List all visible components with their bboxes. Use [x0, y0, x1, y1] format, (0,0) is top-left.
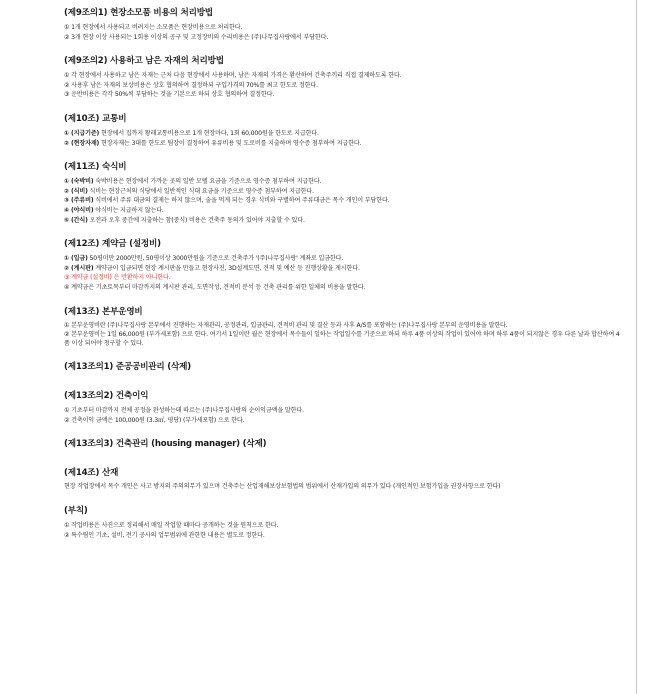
clause-line: ① 각 현장에서 사용하고 남은 자재는 근처 다음 현장에서 사용하며, 남은 자재의 가격은 환산하여 건축주끼리 직접 결제하도록 한다.	[64, 72, 402, 80]
clause-line: ② 건축이익 금액은 100,000원 (3.3㎡, 평당) (부가세포함) 으로 한다.	[64, 416, 245, 424]
article-heading: (제14조) 산재	[64, 468, 119, 479]
clause-line: ② 특수팀인 기초, 설비, 전기 공사의 업무범위에 관한한 내용은 별도로 정한다.	[64, 531, 265, 539]
clause-text: 야식비는 지급하지 않는다.	[93, 206, 164, 214]
article-heading: (제13조의1) 준공공비관리 (삭제)	[64, 362, 191, 373]
clause-text: 현장 작업장에서 목수 개인은 사고 방지의 주의의무가 있으며 건축주는 산업재해보상보험법의 범위에서 산재가입의 의무가 있다 (개인적인 보험가입을 권장사항으로 한다)	[64, 483, 501, 491]
article-section	[64, 506, 625, 540]
clause-text: 식비에서 주류 대금의 결제는 하지 않으며, 술을 먹게 되는 경우 식비와 구별하여 주류대금은 목수 개인이 부담한다.	[93, 197, 390, 205]
article-section	[64, 56, 625, 100]
article-section	[64, 439, 625, 450]
article-heading: (제13조의2) 건축이익	[64, 391, 149, 402]
clause-line: ③ 운반비용은 각각 50%씩 부담하는 것을 기본으로 하되 상호 협의하여 결정한다.	[64, 91, 275, 99]
clause-label: ② (계시판)	[64, 264, 94, 272]
clause-text: ① 본부운영비란 (주)나무집사랑 본부에서 진행하는 자재관리, 공정관리, 입금관리, 견적비 관리 및 결산 등과 사후 A/S를 포함하는 (주)나무집사랑 본부의 운영비용을 말한다.	[64, 321, 508, 329]
clause-text: 오전과 오후 중간에 지출하는 참(중식) 비용은 건축주 동의가 있어야 지출할 수 있다.	[87, 216, 305, 224]
clause-line: ② 사용후 남은 자재의 보상비용은 상호 협의하여 결정하되 구입가격의 70%를 최고 한도로 정한다.	[64, 81, 318, 89]
clause-text: 계약금이 입금되면 현장 계시판을 만들고 현장사진, 3D설계도면, 견적 및 예산 등 진행상황을 게시한다.	[93, 264, 360, 272]
clause-line	[64, 129, 625, 139]
article-heading: (제12조) 계약금 (설정비)	[64, 239, 161, 250]
clause-line: ② 3개 현장 이상 사용되는 1회용 이상의 공구 및 고정장비의 수리비용은 (주)나무집사랑에서 부담한다.	[64, 33, 329, 41]
article-section	[64, 162, 625, 225]
clause-line	[64, 139, 625, 149]
clause-line: ① 1개 현장에서 사용되고 버려지는 소모품은 현장비용으로 처리한다.	[64, 24, 243, 31]
clause-text: 현장에서 집까지 왕래교통비용으로 1개 현장마다, 1회 60,000원을 한도로 지급한다.	[99, 129, 319, 137]
page-edge	[636, 0, 637, 694]
article-section	[64, 468, 625, 492]
clause-line	[64, 264, 625, 274]
clause-line	[64, 254, 625, 264]
document-body	[64, 8, 625, 540]
clause-label: ④ (야식비)	[64, 206, 94, 214]
article-heading: (부칙)	[64, 506, 88, 517]
clause-label: ① (숙박비)	[64, 178, 94, 186]
clause-label: ② (식비)	[64, 187, 88, 195]
clause-line	[64, 283, 625, 293]
clause-line: ① 작업비용은 사진으로 정리해서 매일 작업할 때마다 공개하는 것을 원칙으로 한다.	[64, 522, 279, 530]
clause-line	[64, 273, 625, 283]
article-heading: (제11조) 숙식비	[64, 162, 127, 173]
clause-text: ④ 계약금은 기초토목부터 마감까지의 계시판 관리, 도면작성, 견적비 분석 등 건축 관리를 위한 일체의 비용을 말한다.	[64, 283, 366, 291]
clause-label: ③ (주류비)	[64, 197, 94, 205]
clause-line	[64, 216, 625, 226]
article-section	[64, 8, 625, 42]
clause-label: ⑤ (간식)	[64, 216, 88, 224]
article-heading: (제13조의3) 건축관리 (housing manager) (삭제)	[64, 439, 267, 450]
clause-text: 숙박비용은 현장에서 가까운 곳의 일반 모텔 요금을 기준으로 영수증 첨부하여 지급한다.	[93, 178, 322, 186]
article-section	[64, 307, 625, 349]
article-section	[64, 391, 625, 425]
clause-text: 50평미만 2000만원, 50평이상 3000만원을 기준으로 건축주가 '(주)나무집사랑' 계좌로 입금한다.	[87, 255, 344, 263]
clause-text: 식비는 현장근처의 식당에서 일반적인 식대 요금을 기준으로 영수증 첨부하여 지급한다.	[87, 187, 314, 195]
clause-text: 현장자재는 3대를 한도로 팀장이 결정하여 유류비용 및 도로비를 지출하며 영수증 첨부하여 지급한다.	[99, 139, 362, 147]
clause-line	[64, 196, 625, 206]
clause-label: ① (지급기준)	[64, 129, 100, 137]
clause-line	[64, 206, 625, 216]
article-section	[64, 362, 625, 373]
clause-line: ① 기초부터 마감까지 전체 공정을 완성하는데 따르는 (주)나무집사랑의 순이익금액을 말한다.	[64, 407, 304, 415]
clause-label: ① (입금)	[64, 255, 88, 263]
clause-line	[64, 177, 625, 187]
clause-line	[64, 322, 625, 331]
clause-line	[64, 187, 625, 197]
article-heading: (제13조) 본부운영비	[64, 306, 143, 317]
article-section	[64, 114, 625, 148]
article-heading: (제9조의1) 현장소모품 비용의 처리방법	[64, 8, 213, 18]
article-heading: (제9조의2) 사용하고 남은 자재의 처리방법	[64, 56, 224, 67]
clause-line	[64, 331, 625, 348]
clause-text: ③ 계약금 (설정비) 은 반환하지 아니한다.	[64, 274, 171, 282]
article-section	[64, 239, 625, 292]
clause-label: ② (현장자재)	[64, 139, 100, 147]
article-heading: (제10조) 교통비	[64, 113, 127, 124]
clause-text: ② 본부운영비는 1일 66,000원 (부가세포함) 으로 한다. 여기서 1일이란 월은 현장에서 목수들이 일하는 작업일수를 기준으로 하되 하루 4품 이상의 작업이 있어야 하며 하루 4품이 되지않은 경우 다른 날과 합산하여 4품 이상 되어야 청구할 수 있다.	[64, 331, 620, 347]
clause-line	[64, 483, 625, 492]
